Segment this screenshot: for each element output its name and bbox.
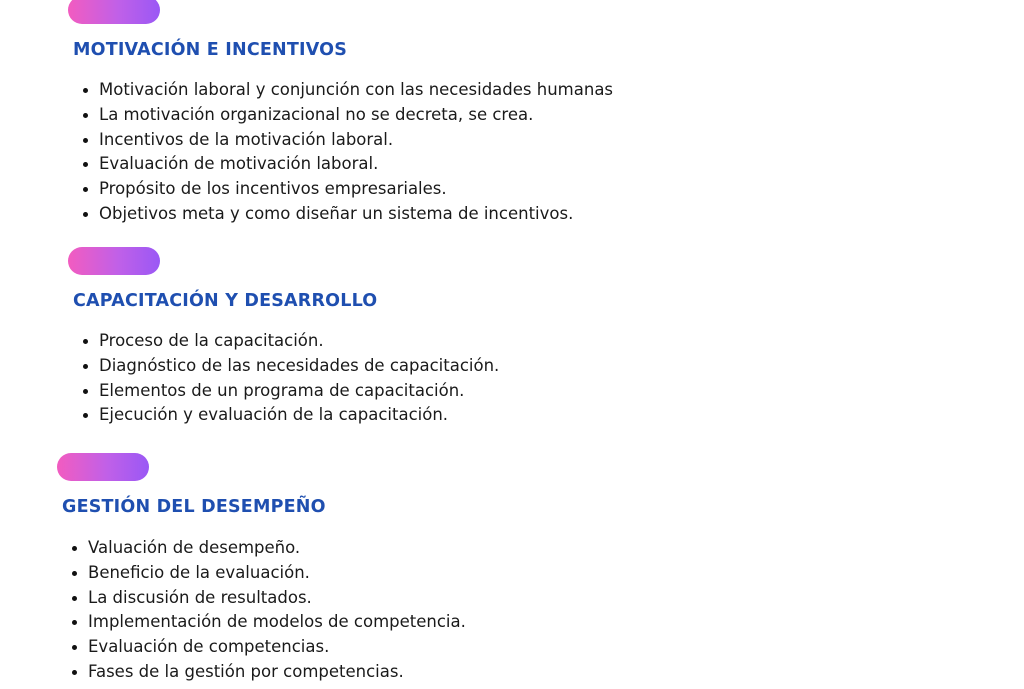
list-item: Ejecución y evaluación de la capacitación. <box>79 403 499 428</box>
section-decor-pill <box>68 247 160 275</box>
section-list-capacitacion <box>79 329 499 428</box>
list-item: Propósito de los incentivos empresariales. <box>79 177 613 202</box>
section-heading-capacitacion: CAPACITACIÓN Y DESARROLLO <box>73 291 378 311</box>
list-item: Evaluación de motivación laboral. <box>79 152 613 177</box>
section-list-desempeno <box>68 536 466 685</box>
list-item: Diagnóstico de las necesidades de capacitación. <box>79 354 499 379</box>
list-item: Fases de la gestión por competencias. <box>68 660 466 685</box>
list-item: Proceso de la capacitación. <box>79 329 499 354</box>
list-item: Beneficio de la evaluación. <box>68 561 466 586</box>
list-item: Implementación de modelos de competencia. <box>68 610 466 635</box>
section-decor-pill <box>57 453 149 481</box>
list-item: Valuación de desempeño. <box>68 536 466 561</box>
list-item: Incentivos de la motivación laboral. <box>79 128 613 153</box>
list-item: La discusión de resultados. <box>68 586 466 611</box>
section-heading-motivacion: MOTIVACIÓN E INCENTIVOS <box>73 40 348 60</box>
list-item: La motivación organizacional no se decreta, se crea. <box>79 103 613 128</box>
list-item: Objetivos meta y como diseñar un sistema de incentivos. <box>79 202 613 227</box>
section-list-motivacion <box>79 78 613 227</box>
section-heading-desempeno: GESTIÓN DEL DESEMPEÑO <box>62 497 326 517</box>
list-item: Elementos de un programa de capacitación. <box>79 379 499 404</box>
section-decor-pill <box>68 0 160 24</box>
list-item: Evaluación de competencias. <box>68 635 466 660</box>
list-item: Motivación laboral y conjunción con las necesidades humanas <box>79 78 613 103</box>
